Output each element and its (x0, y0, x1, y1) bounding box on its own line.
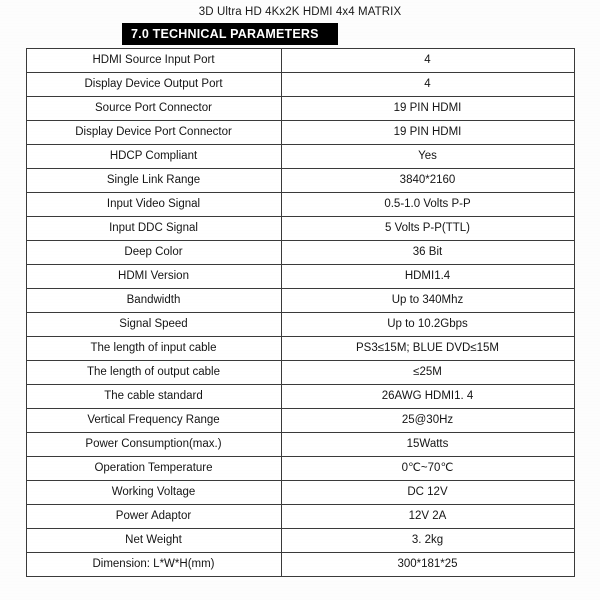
table-cell-value: 3. 2kg (281, 529, 574, 553)
table-cell-parameter: Power Consumption(max.) (26, 433, 281, 457)
table-cell-parameter: HDCP Compliant (26, 145, 281, 169)
table-row (26, 73, 574, 97)
table-cell-parameter: Dimension: L*W*H(mm) (26, 553, 281, 577)
section-title-technical-parameters: 7.0 TECHNICAL PARAMETERS (122, 23, 338, 45)
table-row (26, 313, 574, 337)
table-cell-parameter: Power Adaptor (26, 505, 281, 529)
table-cell-parameter: HDMI Source Input Port (26, 49, 281, 73)
table-row (26, 481, 574, 505)
table-row (26, 169, 574, 193)
table-cell-parameter: Bandwidth (26, 289, 281, 313)
table-row (26, 121, 574, 145)
table-cell-parameter: The cable standard (26, 385, 281, 409)
table-row (26, 337, 574, 361)
table-row (26, 361, 574, 385)
table-cell-parameter: HDMI Version (26, 265, 281, 289)
table-cell-parameter: Single Link Range (26, 169, 281, 193)
table-cell-value: 0.5-1.0 Volts P-P (281, 193, 574, 217)
table-cell-parameter: Signal Speed (26, 313, 281, 337)
table-cell-value: 300*181*25 (281, 553, 574, 577)
table-cell-value: 12V 2A (281, 505, 574, 529)
table-cell-parameter: Deep Color (26, 241, 281, 265)
table-cell-value: 19 PIN HDMI (281, 121, 574, 145)
table-cell-value: Yes (281, 145, 574, 169)
table-cell-parameter: Input Video Signal (26, 193, 281, 217)
table-cell-value: Up to 340Mhz (281, 289, 574, 313)
table-row (26, 241, 574, 265)
table-cell-parameter: Input DDC Signal (26, 217, 281, 241)
table-cell-value: 4 (281, 49, 574, 73)
table-cell-value: 15Watts (281, 433, 574, 457)
table-row (26, 265, 574, 289)
table-row (26, 145, 574, 169)
table-row (26, 193, 574, 217)
table-row (26, 409, 574, 433)
table-cell-value: ≤25M (281, 361, 574, 385)
table-cell-value: DC 12V (281, 481, 574, 505)
table-cell-value: 4 (281, 73, 574, 97)
table-cell-value: PS3≤15M; BLUE DVD≤15M (281, 337, 574, 361)
table-cell-value: 25@30Hz (281, 409, 574, 433)
table-cell-value: Up to 10.2Gbps (281, 313, 574, 337)
table-row (26, 505, 574, 529)
table-cell-value: 3840*2160 (281, 169, 574, 193)
table-cell-parameter: The length of output cable (26, 361, 281, 385)
table-cell-parameter: Source Port Connector (26, 97, 281, 121)
table-body (26, 49, 574, 577)
table-cell-parameter: Display Device Port Connector (26, 121, 281, 145)
table-row (26, 553, 574, 577)
table-cell-parameter: Net Weight (26, 529, 281, 553)
table-cell-value: 0℃~70℃ (281, 457, 574, 481)
table-cell-parameter: Display Device Output Port (26, 73, 281, 97)
table-row (26, 217, 574, 241)
table-cell-value: 26AWG HDMI1. 4 (281, 385, 574, 409)
table-row (26, 289, 574, 313)
table-cell-parameter: Working Voltage (26, 481, 281, 505)
table-cell-value: 5 Volts P-P(TTL) (281, 217, 574, 241)
table-row (26, 457, 574, 481)
table-row (26, 97, 574, 121)
table-cell-value: 36 Bit (281, 241, 574, 265)
document-header-title: 3D Ultra HD 4Kx2K HDMI 4x4 MATRIX (198, 6, 402, 18)
table-row (26, 385, 574, 409)
technical-parameters-table (26, 48, 575, 577)
table-cell-parameter: Operation Temperature (26, 457, 281, 481)
section-header-container (0, 23, 600, 45)
table-cell-parameter: Vertical Frequency Range (26, 409, 281, 433)
table-row (26, 49, 574, 73)
table-cell-value: 19 PIN HDMI (281, 97, 574, 121)
table-cell-value: HDMI1.4 (281, 265, 574, 289)
table-row (26, 433, 574, 457)
table-row (26, 529, 574, 553)
table-cell-parameter: The length of input cable (26, 337, 281, 361)
